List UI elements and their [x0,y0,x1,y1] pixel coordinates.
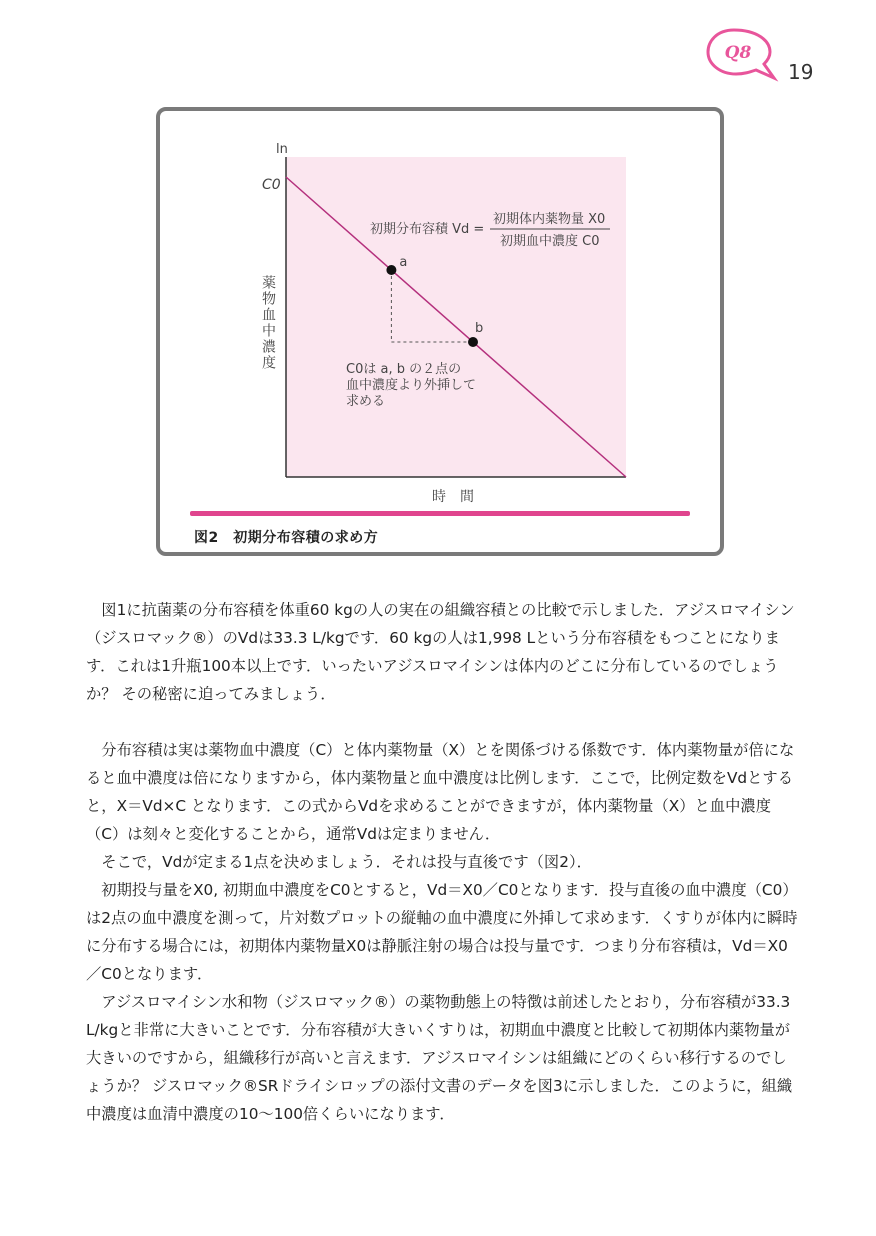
paragraph: アジスロマイシン水和物（ジスロマック®）の薬物動態上の特徴は前述したとおり，分布容積が33.3 L/kgと非常に大きいことです．分布容積が大きいくすりは，初期血中濃度と比較して初期体内薬物量が大きいのですから，組織移行が高いと言えます．アジスロマイシンは組織にどのくらい移行するのでしょうか？ ジスロマック®SRドライシロップの添付文書のデータを図3に示しました．このように，組織中濃度は血清中濃度の10～100倍くらいになります． [86,993,793,1123]
formula-numerator: 初期体内薬物量 X0 [493,212,606,227]
caption-rule [190,511,690,516]
paragraph: 図1に抗菌薬の分布容積を体重60 kgの人の実在の組織容積との比較で示しました．アジスロマイシン（ジスロマック®）のVdは33.3 L/kgです．60 kgの人は1,998 Lという分布容積をもつことになります．これは1升瓶100本以上です．いったいアジスロマイシンは体内のどこに分布しているのでしょうか？ その秘密に迫ってみましょう． [86,601,795,703]
paragraph: 初期投与量をX0, 初期血中濃度をC0とすると，Vd＝X0／C0となります．投与直後の血中濃度（C0）は2点の血中濃度を測って，片対数プロットの縦軸の血中濃度に外挿して求めます．くすりが体内に瞬時に分布する場合には，初期体内薬物量X0は静脈注射の場合は投与量です．つまり分布容積は，Vd＝X0／C0となります． [86,881,798,983]
point-a-label: a [399,255,408,270]
y-axis-label: 薬物血中濃度 [260,275,276,371]
annotation-line: C0は a, b の２点の [346,362,462,377]
y-axis-top-label: ln [276,142,288,157]
paragraph: 分布容積は実は薬物血中濃度（C）と体内薬物量（X）とを関係づける係数です．体内薬物量が倍になると血中濃度は倍になりますから，体内薬物量と血中濃度は比例します．ここで，比例定数をVdとすると，X＝Vd×C となります．この式からVdを求めることができますが，体内薬物量（X）と血中濃度（C）は刻々と変化することから，通常Vdは定まりません． [86,741,795,843]
point-a [386,265,396,275]
formula-lhs: 初期分布容積 Vd = [370,222,485,237]
annotation-line: 求める [346,394,386,409]
body-text [86,596,798,1128]
chart [160,111,720,552]
figure-caption: 図2 初期分布容積の求め方 [194,530,379,546]
paragraph-spacer [86,708,798,736]
y-intercept-label: C0 [262,177,281,193]
formula-denominator: 初期血中濃度 C0 [500,234,600,249]
plot-area [286,157,626,477]
paragraph: そこで，Vdが定まる1点を決めましょう．それは投与直後です（図2）． [101,853,592,871]
point-b-label: b [475,321,484,336]
x-axis-label: 時 間 [432,489,474,505]
annotation-line: 血中濃度より外挿して [346,378,477,393]
figure-box [156,107,724,556]
point-b [468,337,478,347]
badge-label: Q8 [724,43,752,63]
speech-bubble-icon [704,24,780,88]
page-number: 19 [788,60,814,84]
